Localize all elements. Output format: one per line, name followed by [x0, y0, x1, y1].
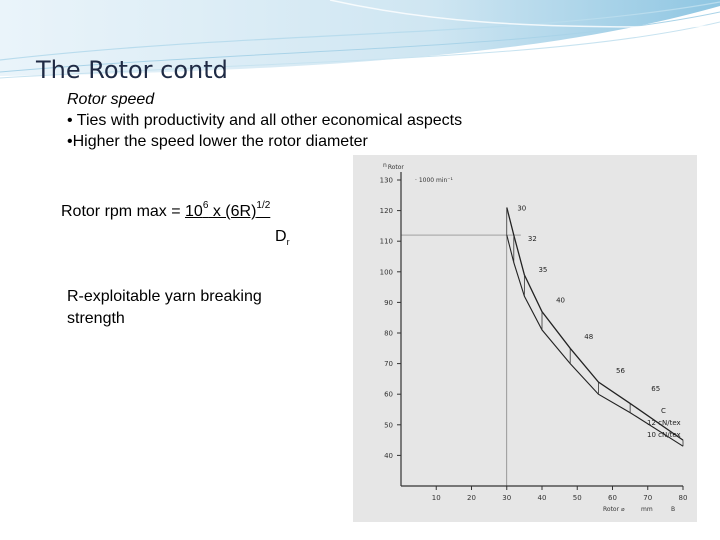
y-axis-symbol: n [383, 162, 387, 169]
curve-label-12-cn-tex: 12 cN/tex [647, 419, 681, 427]
y-tick-label: 130 [379, 176, 393, 185]
formula-numerator [61, 200, 271, 221]
y-tick-label: 90 [384, 298, 393, 307]
x-tick-label: 30 [502, 494, 512, 502]
formula-denominator-symbol: D [275, 228, 287, 245]
rotor-speed-chart [353, 155, 697, 522]
y-tick-label: 60 [384, 390, 393, 399]
x-axis-unit: mm [641, 506, 653, 513]
x-tick-label: 50 [572, 494, 582, 502]
formula-base: 10 [185, 203, 203, 220]
formula-middle: x (6R) [208, 203, 257, 220]
formula-exponent-1: 6 [202, 200, 209, 211]
point-label: 32 [527, 235, 537, 244]
subheading-rotor-speed: Rotor speed [67, 91, 155, 108]
note-line-1: R-exploitable yarn breaking [67, 288, 262, 305]
point-label: 48 [584, 333, 594, 342]
x-tick-label: 10 [431, 494, 441, 502]
curve-label-10-cn-tex: 10 cN/tex [647, 431, 681, 439]
formula-prefix: Rotor rpm max = [61, 203, 186, 220]
point-label: 35 [538, 265, 548, 274]
scanned-chart [353, 155, 697, 522]
formula-exponent-2: 1/2 [256, 200, 271, 211]
x-tick-label: 40 [537, 494, 547, 502]
point-label: 56 [616, 366, 625, 375]
y-tick-label: 100 [379, 268, 393, 277]
note-line-2: strength [67, 310, 125, 327]
x-tick-label: 80 [678, 494, 688, 502]
y-axis-unit: · 1000 min⁻¹ [415, 177, 453, 184]
y-tick-label: 110 [379, 237, 393, 246]
point-label: 40 [556, 296, 566, 305]
formula-underlined-term [185, 200, 271, 220]
bullet-productivity: • Ties with productivity and all other economical aspects [67, 112, 463, 129]
figure-letter: B [671, 506, 676, 513]
curve-letter-c: C [661, 407, 666, 415]
y-tick-label: 80 [384, 329, 393, 338]
point-label: 30 [517, 204, 527, 213]
y-axis-subscript: Rotor [387, 164, 404, 171]
bullet-speed-diameter: •Higher the speed lower the rotor diameter [67, 133, 368, 150]
slide-title: The Rotor contd [36, 56, 228, 84]
x-tick-label: 60 [608, 494, 617, 502]
y-tick-label: 70 [384, 360, 393, 369]
x-axis-label: Rotor ⌀ [603, 506, 625, 513]
y-tick-label: 120 [379, 207, 393, 216]
formula-denominator-subscript: r [286, 237, 290, 248]
x-tick-label: 70 [643, 494, 653, 502]
point-label: 65 [651, 385, 661, 394]
x-tick-label: 20 [467, 494, 476, 502]
formula-denominator [275, 228, 290, 247]
y-tick-label: 40 [384, 451, 393, 460]
y-tick-label: 50 [384, 421, 393, 430]
